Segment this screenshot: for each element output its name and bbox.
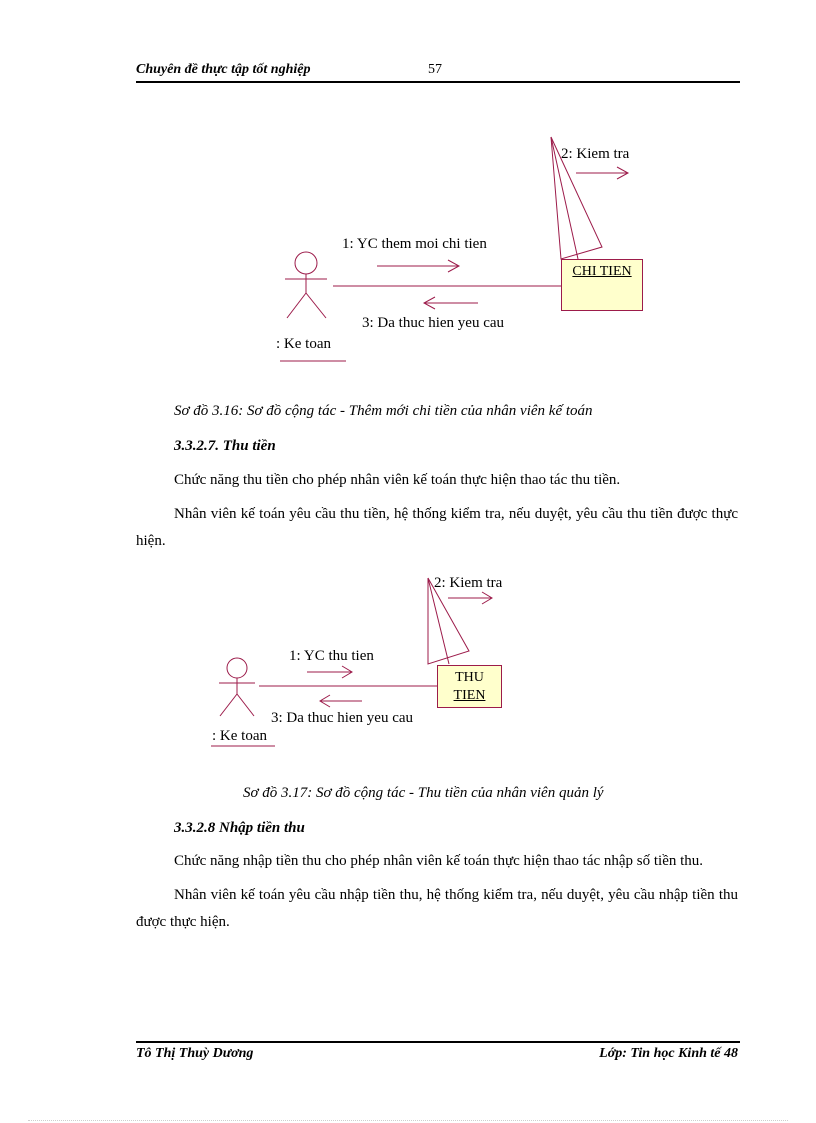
- request-message-label: 1: YC them moi chi tien: [342, 236, 487, 252]
- request-message-label: 1: YC thu tien: [289, 648, 374, 664]
- page-number: 57: [428, 62, 442, 77]
- paragraph: Chức năng thu tiền cho phép nhân viên kế toán thực hiện thao tác thu tiền.: [174, 472, 621, 488]
- footer-class: Lớp: Tin học Kinh tế 48: [599, 1046, 738, 1061]
- caption-figure-3-16: [174, 403, 593, 420]
- response-message-label: 3: Da thuc hien yeu cau: [362, 315, 505, 331]
- caption-prefix: Sơ đồ 3.16: [174, 403, 239, 419]
- object-label-line-2: TIEN: [453, 688, 486, 703]
- object-label: CHI TIEN: [572, 264, 632, 279]
- caption-text: : Sơ đồ cộng tác - Thu tiền của nhân viên quản lý: [307, 785, 604, 801]
- object-chi-tien: [561, 259, 643, 311]
- paragraph: Chức năng nhập tiền thu cho phép nhân viên kế toán thực hiện thao tác nhập số tiền thu.: [174, 853, 704, 869]
- caption-prefix: Sơ đồ 3.17: [243, 785, 308, 801]
- diagram-2-lines: [0, 560, 816, 760]
- header-title: Chuyên đề thực tập tốt nghiệp: [136, 62, 311, 77]
- footer-rule: [136, 1041, 740, 1043]
- actor-head-icon: [227, 658, 247, 678]
- actor-label: : Ke toan: [212, 728, 267, 744]
- page-bottom-edge: [28, 1120, 788, 1121]
- object-thu-tien: [437, 665, 502, 708]
- paragraph: Nhân viên kế toán yêu cầu nhập tiền thu, hệ thống kiểm tra, nếu duyệt, yêu cầu nhập tiền thu được thực hiện.: [136, 887, 738, 930]
- response-message-label: 3: Da thuc hien yeu cau: [271, 710, 414, 726]
- footer-author: Tô Thị Thuỳ Dương: [136, 1046, 254, 1061]
- object-label-line-1: THU: [455, 670, 484, 685]
- section-heading-nhap-tien-thu: 3.3.2.8 Nhập tiền thu: [174, 820, 305, 836]
- section-1-body: [136, 467, 738, 555]
- caption-figure-3-17: [243, 785, 604, 802]
- caption-text: : Sơ đồ cộng tác - Thêm mới chi tiền của nhân viên kế toán: [238, 403, 593, 419]
- actor-label: : Ke toan: [276, 336, 331, 352]
- paragraph: Nhân viên kế toán yêu cầu thu tiền, hệ thống kiểm tra, nếu duyệt, yêu cầu thu tiền được thực hiện.: [136, 506, 738, 549]
- self-message-label: 2: Kiem tra: [434, 575, 503, 591]
- self-message-label: 2: Kiem tra: [561, 146, 630, 162]
- actor-head-icon: [295, 252, 317, 274]
- section-heading-thu-tien: 3.3.2.7. Thu tiền: [174, 438, 276, 454]
- section-2-body: [136, 848, 738, 936]
